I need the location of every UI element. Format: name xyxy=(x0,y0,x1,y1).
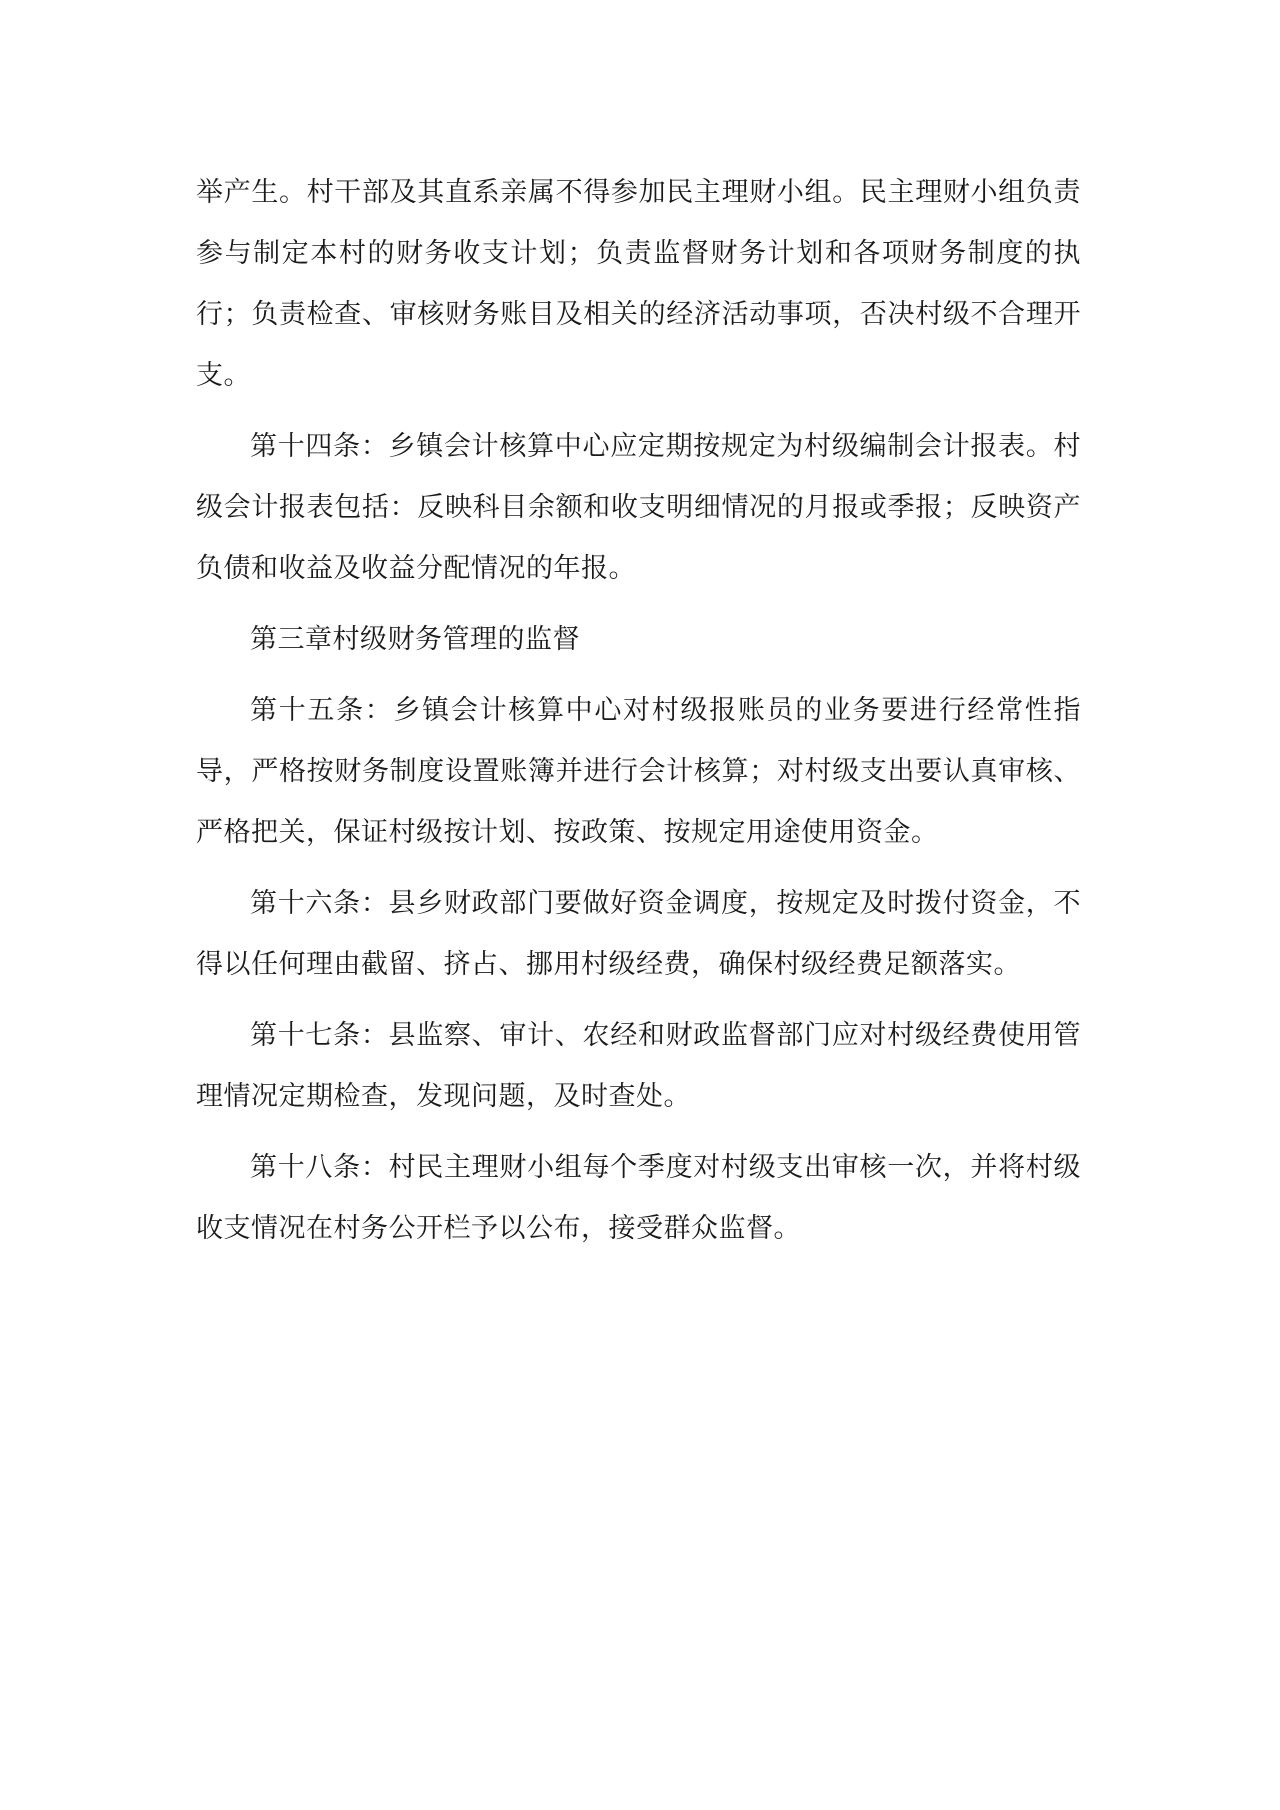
paragraph-continuation: 举产生。村干部及其直系亲属不得参加民主理财小组。民主理财小组负责参与制定本村的财务收支计划；负责监督财务计划和各项财务制度的执行；负责检查、审核财务账目及相关的经济活动事项，否决村级不合理开支。 xyxy=(196,177,1081,391)
paragraph-article-16: 第十六条：县乡财政部门要做好资金调度，按规定及时拨付资金，不得以任何理由截留、挤占、挪用村级经费，确保村级经费足额落实。 xyxy=(196,888,1081,980)
paragraph-article-18: 第十八条：村民主理财小组每个季度对村级支出审核一次，并将村级收支情况在村务公开栏予以公布，接受群众监督。 xyxy=(196,1152,1081,1244)
document-body xyxy=(196,162,1081,1269)
chapter-heading: 第三章村级财务管理的监督 xyxy=(250,624,580,655)
paragraph-article-17: 第十七条：县监察、审计、农经和财政监督部门应对村级经费使用管理情况定期检查，发现问题，及时查处。 xyxy=(196,1020,1081,1112)
paragraph-article-14: 第十四条：乡镇会计核算中心应定期按规定为村级编制会计报表。村级会计报表包括：反映科目余额和收支明细情况的月报或季报；反映资产负债和收益及收益分配情况的年报。 xyxy=(196,431,1081,584)
paragraph-article-15: 第十五条：乡镇会计核算中心对村级报账员的业务要进行经常性指导，严格按财务制度设置账簿并进行会计核算；对村级支出要认真审核、严格把关，保证村级按计划、按政策、按规定用途使用资金。 xyxy=(196,695,1081,848)
